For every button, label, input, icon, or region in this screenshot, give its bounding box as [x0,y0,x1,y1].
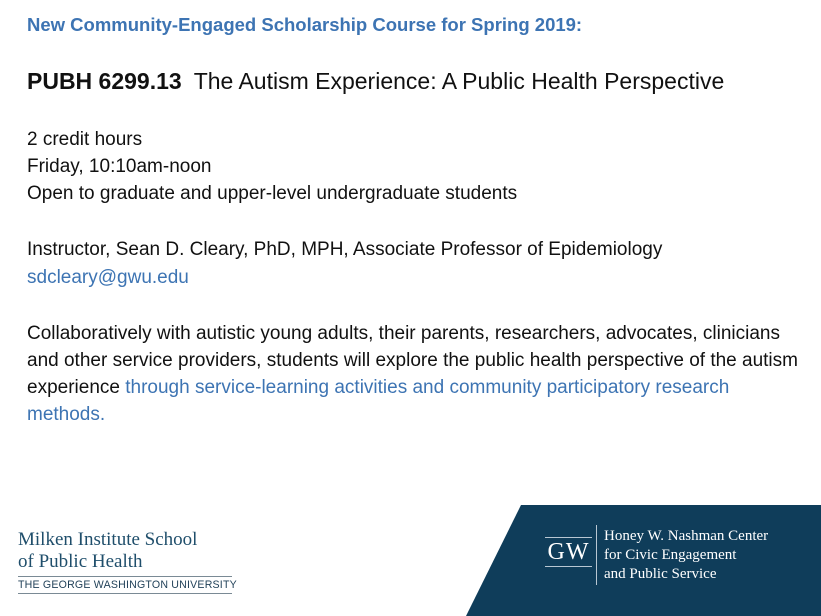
milken-logo-university: THE GEORGE WASHINGTON UNIVERSITY [18,579,237,591]
course-description [27,320,807,428]
milken-logo-rule [18,576,232,577]
course-details [27,126,517,207]
milken-logo-line1: Milken Institute School [18,529,198,550]
instructor-line: Instructor, Sean D. Cleary, PhD, MPH, Associate Professor of Epidemiology [27,239,663,260]
announcement-heading: New Community-Engaged Scholarship Course for Spring 2019: [27,14,583,35]
class-schedule: Friday, 10:10am-noon [27,156,212,177]
instructor-email-link[interactable]: sdcleary@gwu.edu [27,267,189,288]
nashman-line1: Honey W. Nashman Center [604,528,769,544]
milken-logo-line2: of Public Health [18,551,143,572]
eligibility: Open to graduate and upper-level undergraduate students [27,183,518,204]
course-name: The Autism Experience: A Public Health Perspective [193,68,725,94]
milken-institute-logo [18,529,236,594]
milken-logo-rule-bottom [18,593,232,594]
instructor-info [27,236,662,292]
nashman-line2: for Civic Engagement [604,547,737,563]
nashman-line3: and Public Service [604,566,717,582]
description-highlight: through service-learning activities and community participatory research methods. [27,377,730,425]
course-code: PUBH 6299.13 [27,68,182,94]
gw-logo: GW [545,537,592,567]
course-title [27,68,724,95]
logo-divider [596,525,597,585]
description-text: Collaboratively with autistic young adults, their parents, researchers, advocates, clinicians and other service providers, students will explore the public health perspective of the autism experience [27,323,798,398]
credit-hours: 2 credit hours [27,129,143,150]
nashman-center-logo [604,527,768,584]
